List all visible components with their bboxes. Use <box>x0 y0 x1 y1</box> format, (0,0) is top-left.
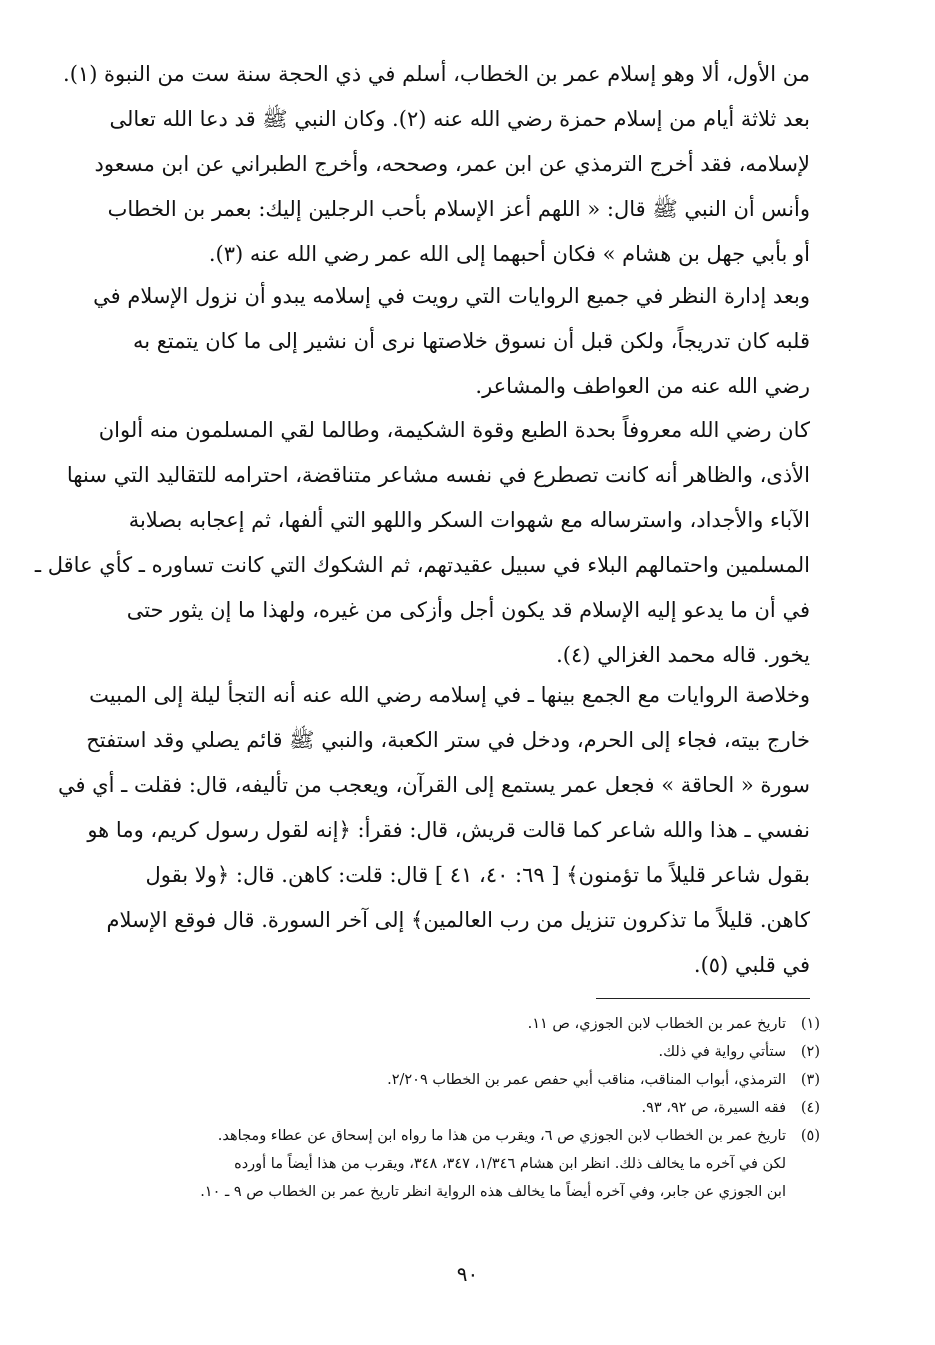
footnote-text: الترمذي، أبواب المناقب، مناقب أبي حفص عمر بن الخطاب ٢/٢٠٩. <box>387 1072 786 1088</box>
text-line: كاهن. قليلاً ما تذكرون تنزيل من رب العالمين﴾ إلى آخر السورة. قال فوقع الإسلام <box>106 908 810 932</box>
text-line: لإسلامه، فقد أخرج الترمذي عن ابن عمر، وصححه، وأخرج الطبراني عن ابن مسعود <box>94 152 810 176</box>
text-line: في قلبي (٥). <box>693 953 810 977</box>
footnote-number: (١) <box>800 1016 820 1032</box>
footnote-number: (٤) <box>800 1100 820 1116</box>
paragraph-4 <box>57 673 810 988</box>
footnote-3 <box>60 1066 820 1094</box>
paragraph-2 <box>70 274 810 409</box>
page-number: ٩٠ <box>456 1262 479 1286</box>
text-line: رضي الله عنه من العواطف والمشاعر. <box>475 374 810 398</box>
footnote-4 <box>60 1094 820 1122</box>
footnote-number: (٢) <box>800 1044 820 1060</box>
footnote-text: ابن الجوزي عن جابر، وفي آخره أيضاً ما يخالف هذه الرواية انظر تاريخ عمر بن الخطاب ص ٩ ـ ١٠. <box>200 1184 786 1200</box>
footnote-text: لكن في آخره ما يخالف ذلك. انظر ابن هشام ١/٣٤٦، ٣٤٧، ٣٤٨، ويقرب من هذا أيضاً ما أورده <box>234 1156 786 1172</box>
footnote-text: تاريخ عمر بن الخطاب لابن الجوزي، ص ١١. <box>527 1016 786 1032</box>
footnote-1 <box>60 1010 820 1038</box>
footnote-text: فقه السيرة، ص ٩٢، ٩٣. <box>641 1100 786 1116</box>
text-line: وبعد إدارة النظر في جميع الروايات التي رويت في إسلامه يبدو أن نزول الإسلام في <box>93 284 810 308</box>
text-line: سورة « الحاقة » فجعل عمر يستمع إلى القرآن، ويعجب من تأليفه، قال: فقلت ـ أي في <box>57 773 810 797</box>
footnote-number: (٣) <box>800 1072 820 1088</box>
paragraph-3 <box>34 408 810 678</box>
footnotes <box>60 1010 820 1206</box>
paragraph-1 <box>63 52 810 277</box>
footnote-separator <box>596 998 810 999</box>
text-line: وأنس أن النبي ﷺ قال: « اللهم أعز الإسلام بأحب الرجلين إليك: بعمر بن الخطاب <box>107 197 810 221</box>
text-line: قلبه كان تدريجاً، ولكن قبل أن نسوق خلاصتها نرى أن نشير إلى ما كان يتمتع به <box>132 329 810 353</box>
footnote-5 <box>60 1122 820 1206</box>
footnote-text: ستأتي رواية في ذلك. <box>658 1044 786 1060</box>
footnote-2 <box>60 1038 820 1066</box>
text-line: من الأول، ألا وهو إسلام عمر بن الخطاب، أسلم في ذي الحجة سنة ست من النبوة (١). <box>63 62 810 86</box>
text-line: خارج بيته، فجاء إلى الحرم، ودخل في ستر الكعبة، والنبي ﷺ قائم يصلي وقد استفتح <box>86 728 810 752</box>
footnote-text: تاريخ عمر بن الخطاب لابن الجوزي ص ٦، ويقرب من هذا ما رواه ابن إسحاق عن عطاء ومجاهد. <box>217 1128 786 1144</box>
text-line: بعد ثلاثة أيام من إسلام حمزة رضي الله عنه (٢). وكان النبي ﷺ قد دعا الله تعالى <box>109 107 810 131</box>
text-line: المسلمين واحتمالهم البلاء في سبيل عقيدتهم، ثم الشكوك التي كانت تساوره ـ كأي عاقل ـ <box>34 553 810 577</box>
text-line: يخور. قاله محمد الغزالي (٤). <box>556 643 810 667</box>
text-line: الآباء والأجداد، واسترساله مع شهوات السكر واللهو التي ألفها، ثم إعجابه بصلابة <box>128 508 810 532</box>
text-line: بقول شاعر قليلاً ما تؤمنون﴾ [ ٦٩: ٤٠، ٤١ ] قال: قلت: كاهن. قال: ﴿ولا بقول <box>145 863 810 887</box>
text-line: كان رضي الله معروفاً بحدة الطبع وقوة الشكيمة، وطالما لقي المسلمون منه ألوان <box>98 418 810 442</box>
text-line: الأذى، والظاهر أنه كانت تصطرع في نفسه مشاعر متناقضة، احترامه للتقاليد التي سنها <box>66 463 810 487</box>
text-line: وخلاصة الروايات مع الجمع بينها ـ في إسلامه رضي الله عنه أنه التجأ ليلة إلى المبيت <box>89 683 810 707</box>
footnote-number: (٥) <box>800 1128 820 1144</box>
text-line: في أن ما يدعو إليه الإسلام قد يكون أجل وأزكى من غيره، ولهذا ما إن يثور حتى <box>126 598 810 622</box>
text-line: أو بأبي جهل بن هشام » فكان أحبهما إلى الله عمر رضي الله عنه (٣). <box>208 242 810 266</box>
text-line: نفسي ـ هذا والله شاعر كما قالت قريش، قال: فقرأ: ﴿إنه لقول رسول كريم، وما هو <box>87 818 810 842</box>
